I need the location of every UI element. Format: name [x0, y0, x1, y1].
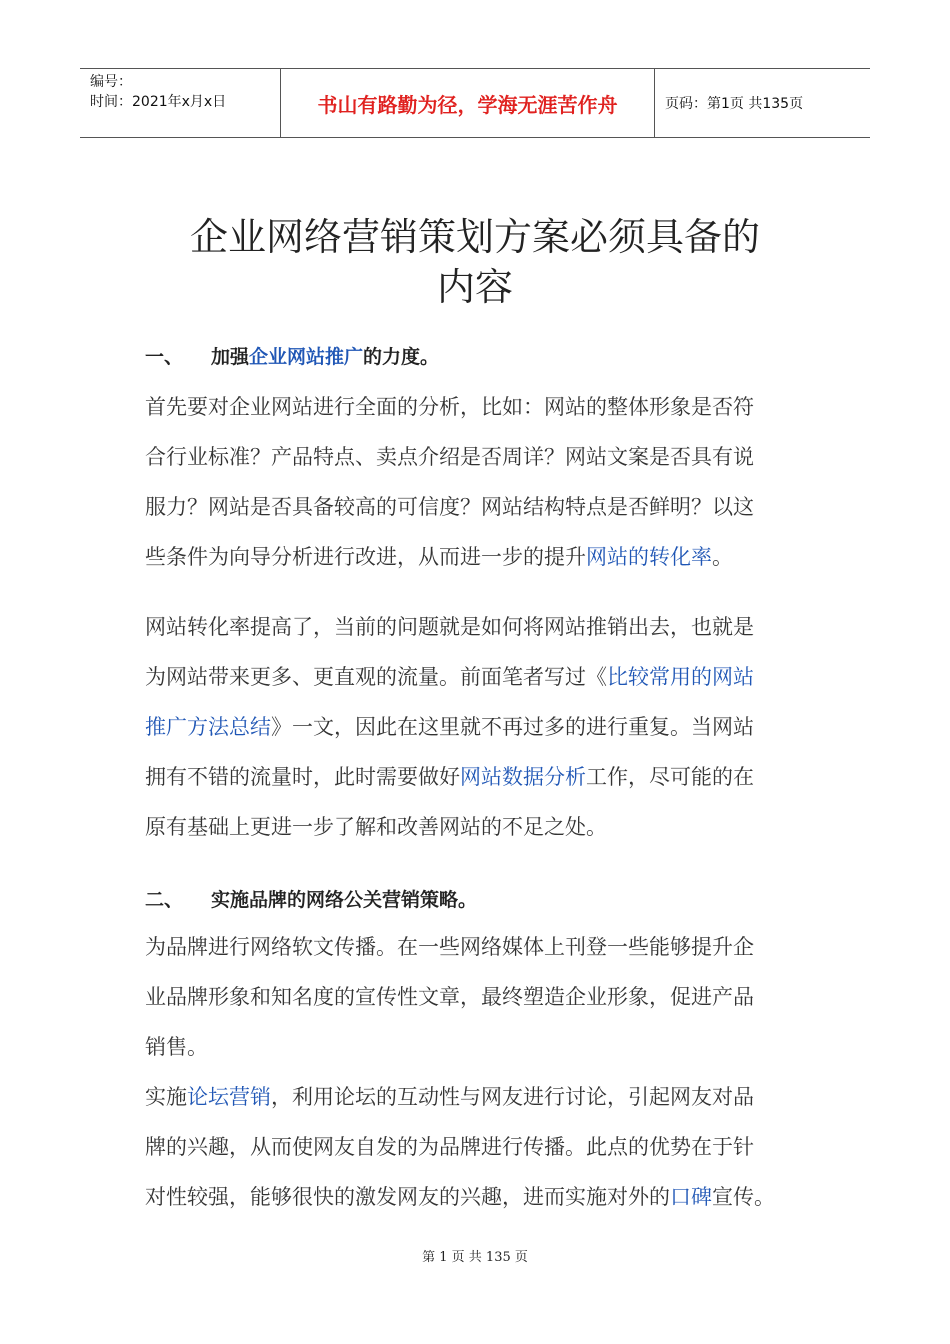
paragraph-line — [145, 702, 805, 752]
line-text: 拥有不错的流量时，此时需要做好 — [145, 765, 460, 789]
paragraph-line: 网站转化率提高了，当前的问题就是如何将网站推销出去，也就是 — [145, 615, 754, 639]
section-text: 加强 — [211, 346, 250, 368]
line-text: 宣传。 — [712, 1185, 775, 1209]
title-line-1: 企业网络营销策划方案必须具备的 — [189, 215, 760, 259]
link-enterprise-site-promotion[interactable]: 企业网站推广 — [249, 346, 364, 368]
section-text: 的力度。 — [363, 346, 440, 368]
page-footer: 第 1 页 共 135 页 — [422, 1250, 528, 1265]
paragraph-1 — [145, 382, 805, 582]
line-text: 实施 — [145, 1085, 187, 1109]
paragraph-line: 首先要对企业网站进行全面的分析，比如：网站的整体形象是否符 — [145, 395, 754, 419]
paragraph-line — [145, 652, 805, 702]
paragraph-line: 服力？网站是否具备较高的可信度？网站结构特点是否鲜明？以这 — [145, 495, 754, 519]
title-line-2: 内容 — [436, 265, 513, 309]
link-word-of-mouth[interactable]: 口碑 — [670, 1185, 712, 1209]
paragraph-line: 原有基础上更进一步了解和改善网站的不足之处。 — [145, 815, 607, 839]
link-promotion-methods-part1[interactable]: 比较常用的网站 — [607, 665, 754, 689]
line-text: 工作，尽可能的在 — [586, 765, 754, 789]
section-text: 实施品牌的网络公关营销策略。 — [211, 889, 478, 911]
paragraph-line — [145, 752, 805, 802]
link-website-data-analysis[interactable]: 网站数据分析 — [460, 765, 586, 789]
paragraph-2 — [145, 602, 805, 852]
link-promotion-methods-part2[interactable]: 推广方法总结 — [145, 715, 271, 739]
paragraph-line: 牌的兴趣，从而使网友自发的为品牌进行传播。此点的优势在于针 — [145, 1135, 754, 1159]
paragraph-line: 业品牌形象和知名度的宣传性文章，最终塑造企业形象，促进产品 — [145, 985, 754, 1009]
page-header — [80, 68, 870, 138]
section-heading-1 — [145, 342, 439, 369]
section-number: 一、 — [145, 346, 184, 368]
section-number: 二、 — [145, 889, 184, 911]
paragraph-line: 合行业标准？产品特点、卖点介绍是否周详？网站文案是否具有说 — [145, 445, 754, 469]
link-forum-marketing[interactable]: 论坛营销 — [187, 1085, 271, 1109]
header-meta — [80, 69, 281, 137]
document-title — [100, 212, 850, 312]
document-number-label: 编号： — [90, 74, 132, 90]
paragraph-line — [145, 1072, 805, 1122]
paragraph-4 — [145, 1072, 805, 1222]
line-text: 为网站带来更多、更直观的流量。前面笔者写过《 — [145, 665, 607, 689]
line-text: 对性较强，能够很快的激发网友的兴趣，进而实施对外的 — [145, 1185, 670, 1209]
paragraph-line: 为品牌进行网络软文传播。在一些网络媒体上刊登一些能够提升企 — [145, 935, 754, 959]
paragraph-line — [145, 532, 805, 582]
line-text: 些条件为向导分析进行改进，从而进一步的提升 — [145, 545, 586, 569]
paragraph-3 — [145, 922, 805, 1072]
link-conversion-rate[interactable]: 网站的转化率 — [586, 545, 712, 569]
header-page-info: 页码：第1页 共135页 — [665, 96, 804, 112]
paragraph-line: 销售。 — [145, 1035, 208, 1059]
line-text: ，利用论坛的互动性与网友进行讨论，引起网友对品 — [271, 1085, 754, 1109]
paragraph-line — [145, 1172, 805, 1222]
line-text: 》一文，因此在这里就不再过多的进行重复。当网站 — [271, 715, 754, 739]
section-heading-2 — [145, 885, 477, 912]
document-date: 时间：2021年x月x日 — [90, 94, 227, 110]
line-text: 。 — [712, 545, 733, 569]
header-motto: 书山有路勤为径，学海无涯苦作舟 — [281, 69, 655, 137]
